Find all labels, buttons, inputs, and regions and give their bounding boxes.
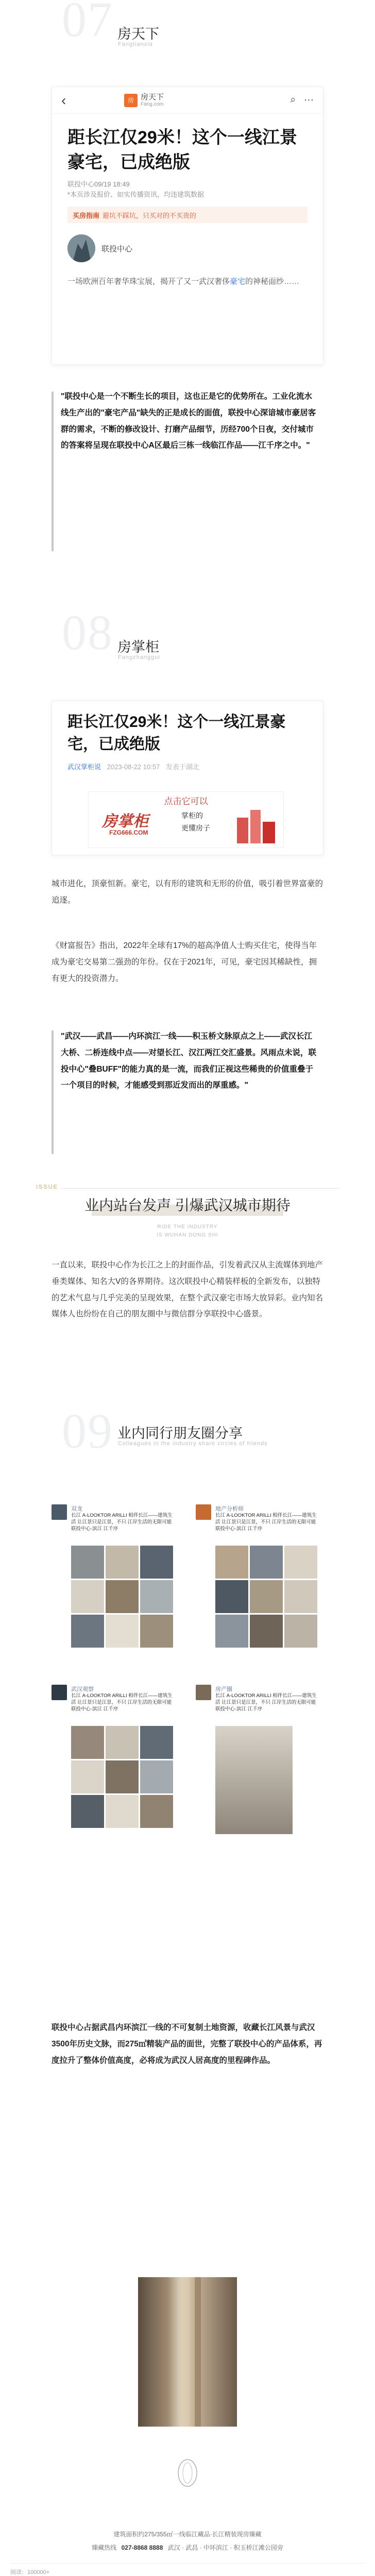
- moment-photos: [71, 1726, 174, 1828]
- lead-link[interactable]: 豪宅: [230, 277, 246, 286]
- moment-text: 长江 A-LOOKTOR ARILLI 相伴长江——建筑生活 让江景只是江景，不只 江岸生活的无限可能 联投中心·滨江 江千序: [215, 1693, 317, 1712]
- paragraph: 一直以来，联投中心作为长江之上的封面作品，引发着武汉从主流媒体到地产垂类媒体、知名大V的各界期待。这次联投中心精装样板的全新发布，以独特的艺术气息与几乎完美的呈现效果，在整个武汉豪宅市场大放异彩。业内知名媒体人也纷纷在自己的朋友圈中与微信群分享联投中心盛景。: [52, 1261, 323, 1319]
- section-title: 业内同行朋友圈分享: [117, 1426, 243, 1441]
- article-meta: 武汉掌柜说 2023-08-22 10:57 发表于湖北: [67, 763, 199, 771]
- back-icon[interactable]: ‹: [61, 92, 66, 108]
- ad-url: FZG666.COM: [109, 829, 148, 836]
- avatar: [196, 1685, 211, 1700]
- ad-banner[interactable]: [88, 791, 284, 848]
- paragraph: 城市进化，顶豪恒新。豪宅，以有形的建筑和无形的价值，吸引着世界富豪的追逐。: [52, 879, 323, 905]
- divider-title: 业内站台发声 引爆武汉城市期待: [84, 1197, 291, 1213]
- quote-08: "武汉——武昌——内环滨江一线——积玉桥文脉原点之上——武汉长江大桥、二桥连线中点——对望长江、汉江两江交汇盛景。风雨点未说，联投中心"叠BUFF"的能力真的是一流，而我们正视这些稀贵的价值重叠于一个项目的时候，才能感受到那近发而出的厚重感。": [61, 1032, 317, 1090]
- ad-logo: 房掌柜: [102, 813, 148, 830]
- footer-phone[interactable]: 027-8868 8888: [121, 2544, 163, 2551]
- ad-slogan-1: 掌柜的: [181, 811, 203, 820]
- app-bar: [52, 87, 323, 114]
- divider-label: ISSUE: [36, 1184, 59, 1190]
- ad-slogan-2: 更懂房子: [181, 824, 210, 832]
- section-title: 房掌柜: [117, 639, 159, 655]
- author-row[interactable]: [52, 229, 323, 267]
- moment-post: [52, 1504, 179, 1674]
- section-subtitle: Fangzhanggui: [118, 654, 160, 660]
- section-number: 09: [62, 1403, 113, 1459]
- article-title: 距长江仅29米！这个一线江景豪宅，已成绝版: [67, 714, 286, 753]
- promo-banner[interactable]: [67, 207, 308, 223]
- promo-label: 买房指南: [73, 211, 100, 219]
- divider-sub-2: IS WUHAN DONG SHI: [157, 1232, 218, 1238]
- article-meta: 联投中心09/19 18:49: [67, 180, 130, 188]
- moment-post: [196, 1504, 323, 1674]
- avatar: [52, 1685, 67, 1700]
- search-icon[interactable]: ⌕: [290, 94, 296, 105]
- moment-post: [52, 1685, 179, 1855]
- app-logo-icon: 房: [124, 94, 138, 107]
- section-number: 08: [62, 605, 113, 660]
- footer-divider: [10, 2563, 365, 2564]
- moment-photos: [71, 1546, 174, 1648]
- moment-photos: [215, 1546, 318, 1648]
- quote-bar: [52, 1030, 54, 1154]
- interior-photo: [138, 2277, 237, 2427]
- quote-bar: [52, 392, 54, 551]
- avatar: [196, 1504, 211, 1520]
- quote-07: "联投中心是一个不断生长的项目，这也正是它的优势所在。工业化流水线生产出的"豪宅产品"缺失的正是成长的面值，联投中心深谙城市豪居客群的需求，不断的修改设计、打磨产品细节，历经700个日夜，交付城市的答案将呈现在联投中心A区最后三栋一线临江作品——江千序之中。": [61, 392, 316, 450]
- article-disclaimer: *本页涉及报价、如实传播资讯，均违建筑数据: [67, 191, 204, 199]
- source-link[interactable]: 武汉掌柜说: [67, 763, 101, 771]
- more-icon[interactable]: ⋯: [304, 95, 314, 106]
- divider-line: [61, 1188, 339, 1189]
- section-title: 房天下: [117, 26, 159, 42]
- fangzhanggui-screenshot-card: [52, 701, 323, 855]
- ad-top-text: 点击它可以: [164, 796, 208, 806]
- brand-mark-icon: [175, 2458, 200, 2488]
- footer-contact: 臻藏热线 027-8868 8888 武汉 · 武昌 · 中环滨江 · 积玉桥江滩公园旁: [92, 2544, 283, 2551]
- read-count: 阅读：100000+: [10, 2569, 50, 2575]
- promo-text: 避坑不踩坑，只买对的不买贵的: [103, 211, 197, 219]
- moment-text: 长江 A-LOOKTOR ARILLI 相伴长江——建筑生活 让江景只是江景，不只 江岸生活的无限可能 联投中心·滨江 江千序: [71, 1693, 173, 1712]
- article-lead: 一场欧洲百年奢华珠宝展，揭开了又一武汉奢侈豪宅的神秘面纱……: [67, 277, 300, 286]
- closing-paragraph: 联投中心占据武昌内环滨江一线的不可复制土地资源，收藏长江风景与武汉3500年历史文脉，而275㎡精装产品的面世，完整了联投中心的产品体系，再度拉升了整体价值高度，必将成为武汉人居高度的里程碑作品。: [52, 2023, 322, 2065]
- section-subtitle: Fangtianxia: [118, 41, 153, 47]
- moment-author[interactable]: 房产圈: [215, 1686, 232, 1692]
- avatar: [52, 1504, 67, 1520]
- divider-sub-1: RIDE THE INDUSTRY: [157, 1224, 218, 1230]
- paragraph: 《财富报告》指出，2022年全球有17%的超高净值人士购买住宅，使得当年成为豪宅交易第二强劲的年份。仅在于2021年，可见，豪宅因其稀缺性，拥有更大的投资潜力。: [52, 941, 317, 983]
- moment-author[interactable]: 双龙: [71, 1506, 82, 1512]
- avatar: [67, 234, 95, 262]
- section-number: 07: [62, 0, 113, 47]
- article-title: 距长江仅29米！这个一线江景豪宅，已成绝版: [67, 128, 297, 173]
- fangtianxia-screenshot-card: [52, 87, 323, 365]
- moment-photo: [215, 1726, 293, 1834]
- moment-author[interactable]: 武汉观察: [71, 1686, 94, 1692]
- section-subtitle: Colleagues in the industry share circles of friends: [118, 1440, 268, 1447]
- app-name: 房天下 Fang.com: [141, 92, 164, 108]
- moment-text: 长江 A-LOOKTOR ARILLI 相伴长江——建筑生活 让江景只是江景，不只 江岸生活的无限可能 联投中心·滨江 江千序: [215, 1513, 317, 1532]
- moment-text: 长江 A-LOOKTOR ARILLI 相伴长江——建筑生活 让江景只是江景，不只 江岸生活的无限可能 联投中心·滨江 江千序: [71, 1513, 173, 1532]
- ad-building-illustration: [232, 807, 278, 843]
- footer-tagline: 建筑面积约275/355㎡一线临江藏品·长江精装现房臻藏: [113, 2531, 262, 2538]
- author-name: 联投中心: [101, 244, 133, 253]
- moment-author[interactable]: 地产分析师: [215, 1506, 244, 1512]
- moment-post: [196, 1685, 323, 1855]
